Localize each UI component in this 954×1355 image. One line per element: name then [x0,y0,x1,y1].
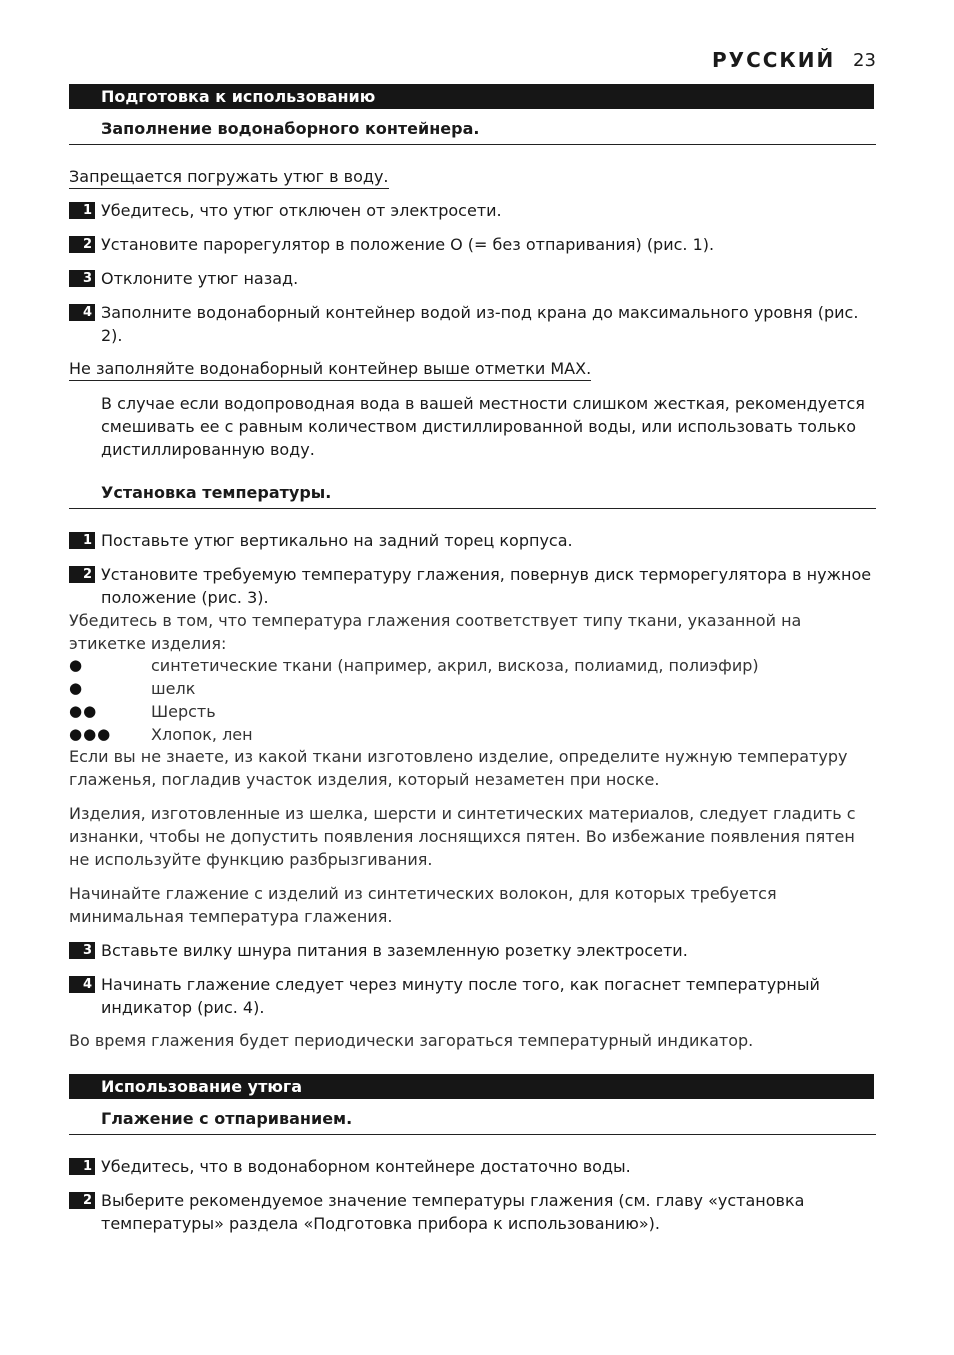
list-item [69,700,875,723]
subsection-title-temperature: Установка температуры. [69,483,876,509]
fill-step-4 [69,301,875,347]
dot-icon: ●● [69,702,98,720]
section-title-preparation: Подготовка к использованию [69,84,874,109]
reverse-side-paragraph: Изделия, изготовленные из шелка, шерсти и синтетических материалов, следует гладить с изнанки, чтобы не допустить появления лоснящихся пятен. Во избежание появления пятен не используйте функцию разбрызгивания. [69,804,856,869]
section-title-using: Использование утюга [69,1074,874,1099]
step-text: Заполните водонаборный контейнер водой из-под крана до максимального уровня (рис. 2). [101,303,859,345]
list-item [69,677,875,700]
steam-step-1 [69,1155,875,1178]
step-number: 1 [69,1158,95,1175]
unknown-fabric-paragraph: Если вы не знаете, из какой ткани изготовлено изделие, определите нужную температуру глаженья, погладив участок изделия, который незаметен при носке. [69,747,848,789]
step-number: 4 [69,976,95,993]
step-text: Начинать глажение следует через минуту после того, как погаснет температурный индикатор (рис. 4). [101,975,820,1017]
step-number: 2 [69,566,95,583]
fabric-intro: Убедитесь в том, что температура глажения соответствует типу ткани, указанной на этикетке изделия: [69,611,802,653]
fabric-list [69,654,875,746]
hard-water-tip: В случае если водопроводная вода в вашей местности слишком жесткая, рекомендуется смешивать ее с равным количеством дистиллированной воды, или использовать только дистиллированную воду. [101,394,865,459]
fabric-text: Хлопок, лен [151,725,253,744]
step-number: 1 [69,202,95,219]
warning-no-immersion: Запрещается погружать утюг в воду. [69,165,389,189]
fill-step-1 [69,199,875,222]
temp-step-3 [69,939,875,962]
temp-step-1 [69,529,875,552]
step-number: 4 [69,304,95,321]
fabric-text: Шерсть [151,702,216,721]
fabric-text: синтетические ткани (например, акрил, вискоза, полиамид, полиэфир) [151,656,759,675]
step-text: Убедитесь, что утюг отключен от электросети. [101,201,502,220]
step-text: Установите парорегулятор в положение O (= без отпаривания) (рис. 1). [101,235,715,254]
list-item [69,723,875,746]
temp-step-2 [69,563,875,609]
dot-icon: ● [69,656,84,674]
fill-step-3 [69,267,875,290]
dot-icon: ● [69,679,84,697]
subsection-title-filling: Заполнение водонаборного контейнера. [69,119,876,145]
step-text: Установите требуемую температуру глажения, повернув диск терморегулятора в нужное положение (рис. 3). [101,565,872,607]
step-text: Вставьте вилку шнура питания в заземленную розетку электросети. [101,941,688,960]
step-text: Убедитесь, что в водонаборном контейнере достаточно воды. [101,1157,631,1176]
steam-step-2 [69,1189,875,1235]
dot-icon: ●●● [69,725,112,743]
step-number: 2 [69,1192,95,1209]
step-number: 2 [69,236,95,253]
start-synthetic-paragraph: Начинайте глажение с изделий из синтетических волокон, для которых требуется минимальная температура глажения. [69,884,777,926]
step-number: 3 [69,270,95,287]
indicator-paragraph: Во время глажения будет периодически загораться температурный индикатор. [69,1031,754,1050]
language-header: РУССКИЙ [712,48,836,72]
step-number: 1 [69,532,95,549]
list-item [69,654,875,677]
step-text: Поставьте утюг вертикально на задний торец корпуса. [101,531,573,550]
subsection-title-steam-ironing: Глажение с отпариванием. [69,1109,876,1135]
step-text: Выберите рекомендуемое значение температуры глажения (см. главу «установка температуры» раздела «Подготовка прибора к использованию»). [101,1191,805,1233]
page-number: 23 [853,50,876,71]
step-text: Отклоните утюг назад. [101,269,299,288]
fabric-text: шелк [151,679,196,698]
temp-step-4 [69,973,875,1019]
note-max-level: Не заполняйте водонаборный контейнер выше отметки MAX. [69,357,591,381]
step-number: 3 [69,942,95,959]
fill-step-2 [69,233,875,256]
